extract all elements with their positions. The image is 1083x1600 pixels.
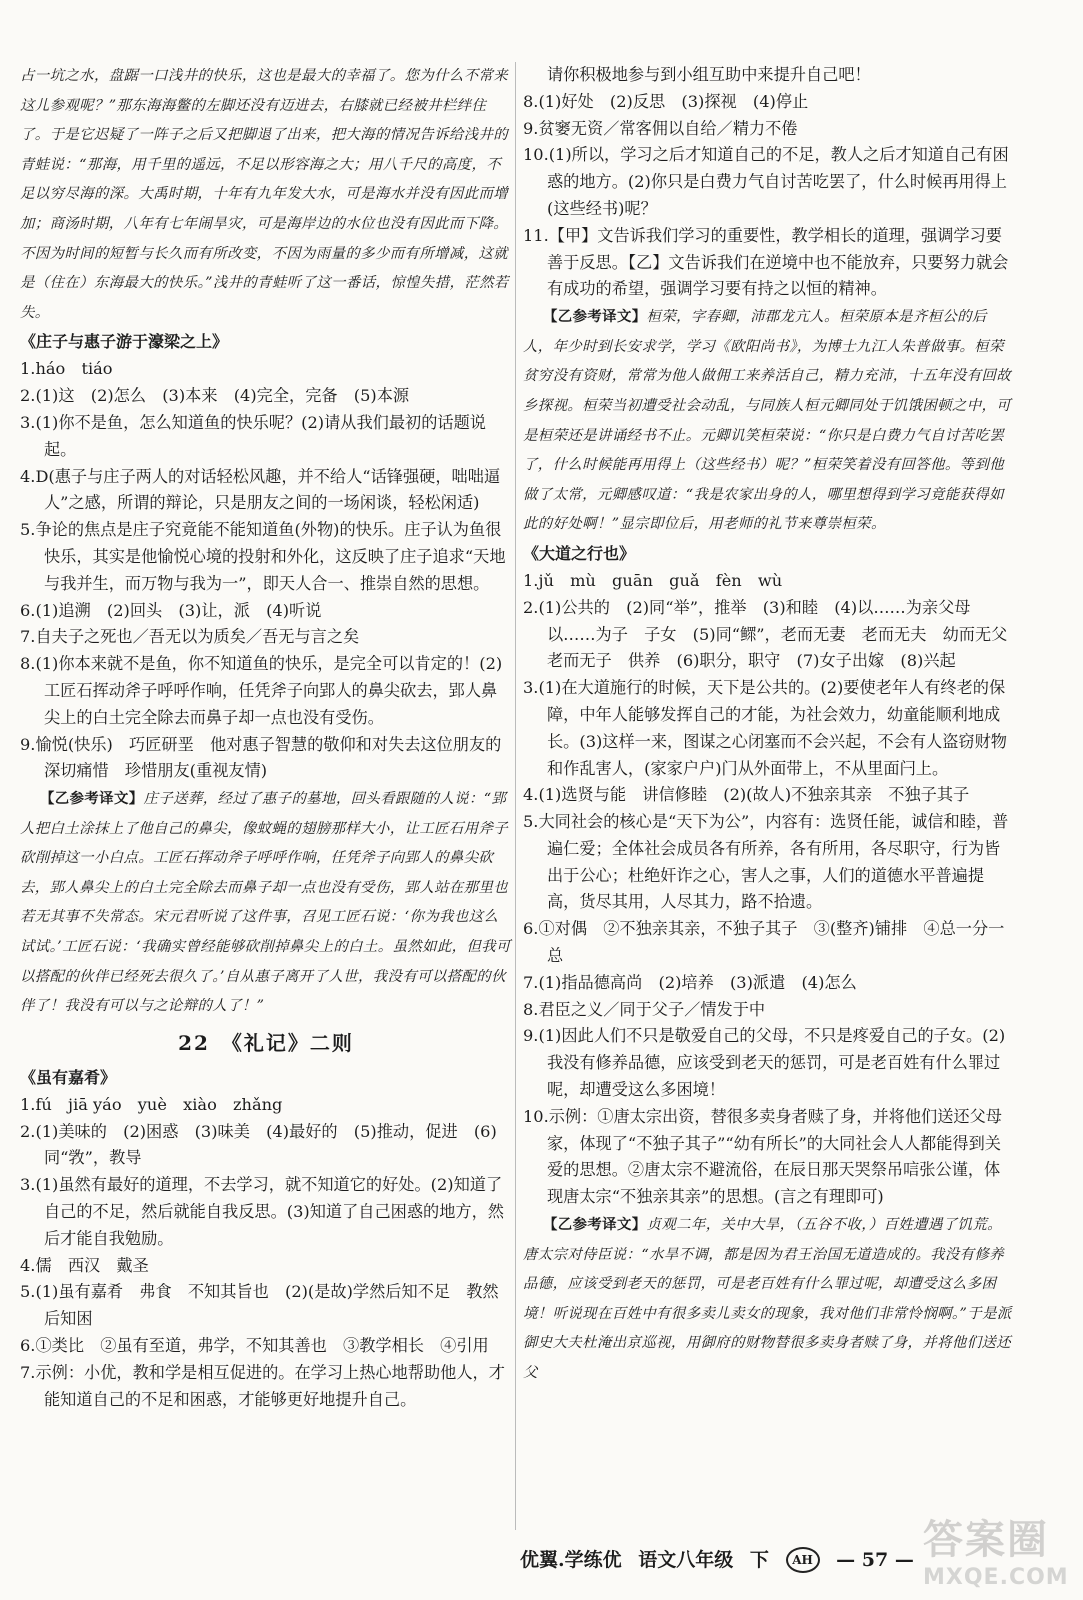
subheading-jiayao: 《虽有嘉肴》 [20,1067,117,1087]
answer-item: 8.君臣之义／同于父子／情发于中 [523,999,766,1019]
edition-badge: AH [786,1547,820,1573]
subheading-zhuangzi: 《庄子与惠子游于濠梁之上》 [20,332,229,352]
page-number: — 57 — [836,1549,914,1571]
answer-item: 6.①对偶 ②不独亲其亲，不独子其子 ③(整齐)铺排 ④总一分一总 [523,919,1005,966]
answer-item: 4.D(惠子与庄子两人的对话轻松风趣，并不给人“话锋强硬，咄咄逼人”之感，所谓的辩论，只是朋友之间的一场闲谈，轻松闲适) [20,466,501,513]
answer-item: 4.儒 西汉 戴圣 [20,1255,149,1275]
subheading-dadao: 《大道之行也》 [523,543,636,563]
left-column [20,62,512,1530]
reference-translation [523,1211,1015,1389]
reference-translation [20,785,512,1022]
translation-tag: 【乙参考译文】 [543,309,647,326]
translation-tag: 【乙参考译文】 [543,1217,647,1234]
right-column [523,62,1024,1530]
translation-text: 桓荣，字春卿，沛郡龙亢人。桓荣原本是齐桓公的后人，年少时到长安求学，学习《欧阳尚书》，为博士九江人朱普做事。桓荣贫穷没有资财，常常为他人做佣工来养活自己，精力充沛，十五年没有回故乡探视。桓荣当初遭受社会动乱，与同族人桓元卿同处于饥饿困顿之中，可是桓荣还是讲诵经书不止。元卿讥笑桓荣说：“你只是白费力气自讨苦吃罢了，什么时候能再用得上（这些经书）呢？”桓荣笑着没有回答他。等到他做了太常，元卿感叹道：“我是农家出身的人，哪里想得到学习竟能获得如此的好处啊！”显宗即位后，用老师的礼节来尊崇桓荣。 [523,309,1012,533]
section-heading-22: 22 《礼记》二则 [178,1030,354,1055]
answer-item: 7.(1)指品德高尚 (2)培养 (3)派遣 (4)怎么 [523,972,857,992]
answer-item: 1.jǔ mù guān guǎ fèn wù [523,570,783,590]
site-watermark [923,1508,1073,1594]
answer-item: 8.(1)好处 (2)反思 (3)探视 (4)停止 [523,91,809,111]
watermark-domain: MXQE.COM [923,1565,1069,1590]
answer-item: 3.(1)你不是鱼，怎么知道鱼的快乐呢？(2)请从我们最初的话题说起。 [20,412,486,459]
answer-item: 5.大同社会的核心是“天下为公”，内容有：选贤任能，诚信和睦，普遍仁爱；全体社会成员各有所养，各有所用，各尽职守，行为皆出于公心；杜绝奸诈之心，害人之事，人们的道德水平普遍提高，货尽其用，人尽其力，路不拾遗。 [523,812,1009,912]
answer-item: 2.(1)公共的 (2)同“举”，推举 (3)和睦 (4)以……为亲父母 以……为子 子女 (5)同“鳏”，老而无妻 老而无夫 幼而无父 老而无子 供养 (6)职分，职守 (7)女子出嫁 (8)兴起 [523,597,1024,671]
answer-item: 6.①类比 ②虽有至道，弗学，不知其善也 ③教学相长 ④引用 [20,1336,489,1356]
answer-item: 9.愉悦(快乐) 巧匠研垩 他对惠子智慧的敬仰和对失去这位朋友的深切痛惜 珍惜朋友(重视友情) [20,734,502,781]
answer-item: 5.(1)虽有嘉肴 弗食 不知其旨也 (2)(是故)学然后知不足 教然后知困 [20,1282,499,1329]
answer-item: 2.(1)美味的 (2)困惑 (3)味美 (4)最好的 (5)推动，促进 (6)同“敩”，教导 [20,1121,497,1168]
answer-item: 10.示例：①唐太宗出资，替很多卖身者赎了身，并将他们送还父母家，体现了“不独子其子”“幼有所长”的大同社会人人都能得到关爱的思想。②唐太宗不避流俗，在辰日那天哭祭吊唁张公谨，体现唐太宗“不独亲其亲”的思想。(言之有理即可) [523,1106,1002,1207]
answer-item: 7.示例：小优，教和学是相互促进的。在学习上热心地帮助他人，才能知道自己的不足和困惑，才能够更好地提升自己。 [20,1362,505,1409]
answer-item: 9.(1)因此人们不只是敬爱自己的父母，不只是疼爱自己的子女。(2)我没有修养品德，应该受到老天的惩罚，可是老百姓有什么罪过呢，却遭受这么多困境！ [523,1026,1006,1100]
answer-item: 11.【甲】文告诉我们学习的重要性，教学相长的道理，强调学习要善于反思。【乙】文告诉我们在逆境中也不能放弃，只要努力就会有成功的希望，强调学习要有持之以恒的精神。 [523,225,1009,299]
watermark-title: 答案圈 [923,1517,1049,1563]
translation-text: 庄子送葬，经过了惠子的墓地，回头看跟随的人说：“郢人把白土涂抹上了他自己的鼻尖，像蚊蝇的翅膀那样大小，让工匠石用斧子砍削掉这一小白点。工匠石挥动斧子呼呼作响，任凭斧子向郢人的鼻尖砍去，郢人鼻尖上的白土完全除去而鼻子却一点也没有受伤，郢人站在那里也若无其事不失常态。宋元君听说了这件事，召见工匠石说：‘你为我也这么试试。’工匠石说：‘我确实曾经能够砍削掉鼻尖上的白土。虽然如此，但我可以搭配的伙伴已经死去很久了。’自从惠子离开了人世，我没有可以搭配的伙伴了！我没有可以与之论辩的人了！” [20,791,511,1015]
translation-tag: 【乙参考译文】 [40,791,144,808]
answer-item: 3.(1)虽然有最好的道理，不去学习，就不知道它的好处。(2)知道了自己的不足，然后就能自我反思。(3)知道了自己困惑的地方，然后才能自我勉励。 [20,1175,504,1248]
reference-translation [523,303,1015,540]
answer-item: 8.(1)你本来就不是鱼，你不知道鱼的快乐，是完全可以肯定的！(2)工匠石挥动斧子呼呼作响，任凭斧子向郢人的鼻尖砍去，郢人鼻尖上的白土完全除去而鼻子却一点也没有受伤。 [20,654,503,727]
translation-text: 贞观二年，关中大旱，（五谷不收，）百姓遭遇了饥荒。唐太宗对侍臣说：“水旱不调，都是因为君王治国无道造成的。我没有修养品德，应该受到老天的惩罚，可是老百姓有什么罪过呢，却遭受这么多困境！听说现在百姓中有很多卖儿卖女的现象，我对他们非常怜悯啊。”于是派御史大夫杜淹出京巡视，用御府的财物替很多卖身者赎了身，并将他们送还父 [523,1217,1012,1382]
answer-item: 5.争论的焦点是庄子究竟能不能知道鱼(外物)的快乐。庄子认为鱼很快乐，其实是他愉悦心境的投射和外化，这反映了庄子追求“天地与我并生，而万物与我为一”，即天人合一、推崇自然的思想。 [20,520,506,593]
answer-item: 7.自夫子之死也／吾无以为质矣／吾无与言之矣 [20,627,360,647]
answer-item: 4.(1)选贤与能 讲信修睦 (2)(故人)不独亲其亲 不独子其子 [523,785,970,805]
answer-item: 10.(1)所以，学习之后才知道自己的不足，教人之后才知道自己有困惑的地方。(2)你只是白费力气自讨苦吃罢了，什么时候再用得上(这些经书)呢？ [523,145,1009,218]
brand-name: 优翼.学练优 [520,1549,622,1571]
answer-item: 6.(1)追溯 (2)回头 (3)让，派 (4)听说 [20,600,322,620]
answer-item: 9.贫窭无资／常客佣以自给／精力不倦 [523,118,798,138]
page-footer [520,1545,924,1573]
fable-translation-continued: 占一坑之水，盘踞一口浅井的快乐，这也是最大的幸福了。您为什么不常来这儿参观呢？”那东海海鳖的左脚还没有迈进去，右膝就已经被井栏绊住了。于是它迟疑了一阵子之后又把脚退了出来，把大海的情况告诉给浅井的青蛙说：“那海，用千里的遥远，不足以形容海之大；用八千尺的高度，不足以穷尽海的深。大禹时期，十年有九年发大水，可是海水并没有因此而增加；商汤时期，八年有七年闹旱灾，可是海岸边的水位也没有因此而下降。不因为时间的短暂与长久而有所改变，不因为雨量的多少而有所增减，这就是（住在）东海最大的快乐。”浅井的青蛙听了这一番话，惊惶失措，茫然若失。 [20,68,509,321]
answer-item: 3.(1)在大道施行的时候，天下是公共的。(2)要使老年人有终老的保障，中年人能够发挥自己的才能，为社会效力，幼童能顺利地成长。(3)这样一来，图谋之心闭塞而不会兴起，不会有人盗窃财物和作乱害人，(家家户户)门从外面带上，不从里面闩上。 [523,678,1007,778]
answer-item: 2.(1)这 (2)怎么 (3)本来 (4)完全，完备 (5)本源 [20,386,410,406]
volume-label: 下 [749,1549,769,1571]
answer-item: 1.háo tiáo [20,359,113,379]
subject-grade: 语文八年级 [638,1549,734,1571]
answer-item: 1.fú jiā yáo yuè xiào zhǎng [20,1094,283,1114]
answer-continued: 请你积极地参与到小组互助中来提升自己吧！ [547,65,871,84]
